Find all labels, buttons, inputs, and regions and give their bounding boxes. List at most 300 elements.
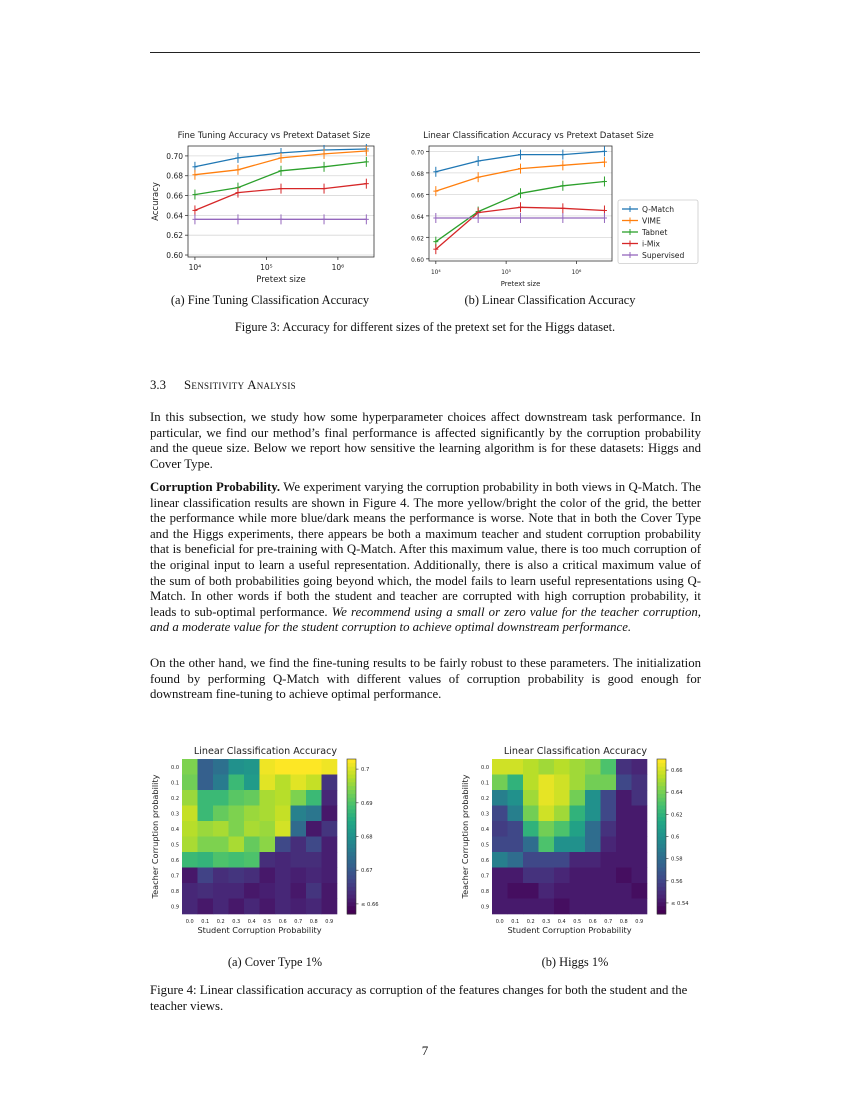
colorbar-segment (657, 771, 666, 775)
colorbar-segment (657, 864, 666, 868)
heatmap-cell (492, 821, 508, 837)
heatmap-cell (508, 899, 524, 915)
x-tick-label: 10⁵ (501, 270, 511, 276)
heatmap-cell (260, 868, 276, 884)
heatmap-cell (306, 883, 322, 899)
y-tick-label: 0.68 (411, 171, 424, 178)
heatmap-cell (213, 868, 229, 884)
y-tick-label: 0.6 (481, 857, 489, 864)
heatmap-cell (198, 821, 214, 837)
colorbar-segment (657, 906, 666, 910)
heatmap-cell (570, 759, 586, 775)
colorbar-segment (347, 837, 356, 841)
paragraph-recommendation: We recommend using a small or zero value for the teacher corruption, and a moderate value for the student corruption to achieve optimal downstream performance. (150, 604, 701, 635)
colorbar-segment (347, 759, 356, 763)
y-tick-label: 0.60 (166, 251, 183, 261)
colorbar-segment (657, 895, 666, 899)
x-tick-label: 0.4 (557, 919, 566, 925)
heatmap-cell (275, 899, 291, 915)
colorbar-tick-label: 0.69 (361, 800, 373, 807)
y-tick-label: 0.5 (481, 842, 489, 849)
heatmap-cell (306, 837, 322, 853)
heatmap-cell (291, 821, 307, 837)
heatmap-cell (244, 790, 260, 806)
heatmap-cell (182, 759, 198, 775)
heatmap-cell (213, 852, 229, 868)
colorbar-segment (657, 817, 666, 821)
heatmap-cell (198, 899, 214, 915)
heatmap-cell (182, 837, 198, 853)
heatmap-cell (632, 759, 648, 775)
heatmap-cell (275, 883, 291, 899)
heatmap-cell (229, 852, 245, 868)
heatmap-cell (275, 775, 291, 791)
heatmap-cell (322, 899, 338, 915)
colorbar-segment (347, 871, 356, 875)
heatmap-cell (508, 837, 524, 853)
header-rule (150, 52, 700, 53)
heatmap-cell (601, 821, 617, 837)
heatmap-cell (275, 837, 291, 853)
heatmap-cell (182, 775, 198, 791)
heatmap-cell (508, 775, 524, 791)
heatmap-cell (508, 852, 524, 868)
heatmap-cell (260, 790, 276, 806)
heatmap-cell (508, 806, 524, 822)
cover-type-heatmap (140, 742, 385, 954)
x-tick-label: 0.7 (604, 919, 613, 925)
heatmap-cell (198, 883, 214, 899)
colorbar-tick-label: 0.7 (361, 767, 370, 774)
heatmap-cell (291, 899, 307, 915)
heatmap-cell (570, 883, 586, 899)
heatmap-cell (508, 790, 524, 806)
colorbar-segment (657, 848, 666, 852)
page-number: 7 (421, 1043, 429, 1058)
heatmap-cell (182, 790, 198, 806)
colorbar-segment (347, 891, 356, 895)
colorbar-segment (347, 875, 356, 879)
heatmap-cell (322, 868, 338, 884)
heatmap-cell (322, 775, 338, 791)
heatmap-cell (616, 806, 632, 822)
heatmap-cell (616, 883, 632, 899)
colorbar-segment (657, 767, 666, 771)
heatmap-cell (616, 775, 632, 791)
colorbar-segment (657, 782, 666, 786)
heatmap-cell (585, 775, 601, 791)
colorbar-segment (657, 829, 666, 833)
y-tick-label: 0.0 (171, 764, 179, 771)
heatmap-cell (508, 868, 524, 884)
heatmap-cell (616, 821, 632, 837)
heatmap-cell (523, 821, 539, 837)
heatmap-cell (554, 821, 570, 837)
colorbar-segment (347, 821, 356, 825)
heatmap-cell (291, 775, 307, 791)
heatmap-cell (229, 759, 245, 775)
y-axis-label: Teacher Corruption probability (460, 774, 470, 899)
colorbar-segment (657, 794, 666, 798)
heatmap-cell (570, 899, 586, 915)
colorbar-segment (657, 825, 666, 829)
paragraph-body: We experiment varying the corruption probability in both views in Q-Match. The linear classification results are shown in Figure 4. The more yellow/bright the color of the grid, the better the performance while more blue/dark means the performance is worse. Note that in both the Cover Type and the Higgs experiments, there appears be both a maximum teacher and student corruption probability that is beneficial for pre-training with Q-Match. After this maximum value, there is too much corruption of the original input to learn a useful representation. Additionally, there is also a critical maximum value of the sum of both probabilities going beyond which, the model fails to learn useful representations using Q-Match. In other words if both the student and teacher are corrupted with high corruption probability, it leads to sub-optimal performance. (150, 480, 701, 619)
heatmap-cell (229, 883, 245, 899)
heatmap-cell (229, 899, 245, 915)
heatmap-cell (182, 852, 198, 868)
colorbar-segment (347, 902, 356, 906)
heatmap-cell (570, 868, 586, 884)
heatmap-cell (275, 868, 291, 884)
heatmap-cell (601, 883, 617, 899)
heatmap-cell (198, 852, 214, 868)
heatmap-cell (306, 790, 322, 806)
heatmap-cell (322, 821, 338, 837)
heatmap-cell (260, 899, 276, 915)
y-tick-label: 0.2 (481, 795, 489, 802)
heatmap-cell (182, 883, 198, 899)
heatmap-cell (523, 806, 539, 822)
colorbar-segment (657, 786, 666, 790)
heatmap-cell (601, 759, 617, 775)
heatmap-cell (554, 852, 570, 868)
colorbar-segment (347, 778, 356, 782)
heatmap-cell (229, 868, 245, 884)
y-tick-label: 0.70 (166, 151, 183, 161)
colorbar-segment (347, 829, 356, 833)
heatmap-cell (554, 837, 570, 853)
y-tick-label: 0.4 (481, 826, 489, 833)
colorbar-segment (657, 871, 666, 875)
paragraph-intro: In this subsection, we study how some hyperparameter choices affect downstream task performance. In particular, we find our method’s final performance is affected significantly by the corruption probability and the queue size. Below we report how sensitive the learning algorithm is for these datasets: Higgs and Cover Type. (150, 410, 701, 471)
heatmap-cell (570, 852, 586, 868)
heatmap-cell (523, 837, 539, 853)
heatmap-cell (616, 759, 632, 775)
y-tick-label: 0.7 (171, 873, 179, 880)
y-tick-label: 0.64 (411, 214, 424, 221)
colorbar-tick-label: 0.58 (671, 856, 683, 863)
x-tick-label: 0.7 (294, 919, 303, 925)
heatmap-cell (322, 837, 338, 853)
colorbar-segment (657, 879, 666, 883)
y-tick-label: 0.66 (411, 193, 424, 200)
colorbar-segment (657, 868, 666, 872)
heatmap-cell (229, 775, 245, 791)
x-tick-label: 0.0 (185, 919, 194, 925)
heatmap-cell (570, 837, 586, 853)
heatmap-cell (632, 775, 648, 791)
colorbar-segment (657, 775, 666, 779)
x-tick-label: 0.4 (247, 919, 256, 925)
x-tick-label: 0.1 (201, 919, 210, 925)
colorbar-segment (657, 759, 666, 763)
heatmap-cell (492, 883, 508, 899)
y-axis-label: Teacher Corruption probability (150, 774, 160, 899)
heatmap-cell (322, 759, 338, 775)
colorbar-segment (347, 817, 356, 821)
y-tick-label: 0.62 (166, 231, 183, 241)
heatmap-cell (492, 759, 508, 775)
y-tick-label: 0.3 (481, 811, 489, 818)
y-tick-label: 0.9 (481, 904, 489, 911)
heatmap-cell (632, 868, 648, 884)
heatmap-cell (291, 837, 307, 853)
colorbar-segment (347, 860, 356, 864)
y-tick-label: 0.7 (481, 873, 489, 880)
heatmap-cell (198, 806, 214, 822)
x-tick-label: 0.5 (573, 919, 582, 925)
heatmap-cell (601, 899, 617, 915)
heatmap-cell (291, 806, 307, 822)
colorbar-segment (347, 771, 356, 775)
y-tick-label: 0.8 (481, 888, 489, 895)
colorbar-tick-label: 0.64 (671, 790, 683, 797)
x-tick-label: 0.0 (495, 919, 504, 925)
heatmap-cell (585, 883, 601, 899)
heatmap-cell (523, 759, 539, 775)
y-tick-label: 0.9 (171, 904, 179, 911)
heatmap-cell (539, 821, 555, 837)
heatmap-cell (260, 775, 276, 791)
colorbar-segment (347, 782, 356, 786)
heatmap-cell (198, 759, 214, 775)
fig4-subcaption-b: (b) Higgs 1% (541, 955, 609, 969)
colorbar-segment (657, 860, 666, 864)
x-tick-label: 0.2 (526, 919, 535, 925)
heatmap-cell (492, 899, 508, 915)
y-tick-label: 0.68 (166, 171, 183, 181)
heatmap-cell (182, 868, 198, 884)
heatmap-cell (306, 775, 322, 791)
colorbar-segment (347, 868, 356, 872)
heatmap-cell (260, 837, 276, 853)
y-tick-label: 0.62 (411, 236, 424, 243)
colorbar-tick-label: 0.68 (361, 834, 373, 841)
heatmap-cell (213, 883, 229, 899)
colorbar-tick-label: ≤ 0.54 (671, 900, 689, 907)
fig4-subcaption-a: (a) Cover Type 1% (227, 955, 323, 969)
heatmap-cell (523, 899, 539, 915)
x-axis-label: Pretext size (256, 275, 306, 285)
colorbar-segment (347, 775, 356, 779)
heatmap-cell (275, 806, 291, 822)
colorbar-segment (347, 825, 356, 829)
colorbar-segment (347, 763, 356, 767)
heatmap-cell (632, 899, 648, 915)
x-tick-label: 0.8 (619, 919, 628, 925)
heatmap-cell (632, 790, 648, 806)
x-tick-label: 0.1 (511, 919, 520, 925)
x-axis-label: Pretext size (500, 280, 541, 288)
heatmap-cell (585, 759, 601, 775)
heatmap-cell (539, 899, 555, 915)
y-axis-label: Accuracy (151, 182, 161, 221)
x-tick-label: 10⁶ (331, 263, 345, 272)
colorbar-segment (657, 806, 666, 810)
x-tick-label: 10⁴ (430, 270, 441, 276)
chart-title: Linear Classification Accuracy vs Pretext Dataset Size (423, 131, 654, 141)
heatmap-cell (554, 868, 570, 884)
y-tick-label: 0.4 (171, 826, 179, 833)
linear-classification-accuracy-chart (390, 120, 702, 292)
legend-label: Q-Match (642, 205, 675, 214)
heatmap-title: Linear Classification Accuracy (193, 746, 338, 757)
fig3-caption: Figure 3: Accuracy for different sizes of the pretext set for the Higgs dataset. (234, 320, 616, 334)
colorbar-segment (657, 840, 666, 844)
colorbar-segment (657, 891, 666, 895)
heatmap-title: Linear Classification Accuracy (503, 746, 648, 757)
heatmap-cell (570, 790, 586, 806)
heatmap-cell (616, 790, 632, 806)
x-tick-label: 0.6 (278, 919, 287, 925)
heatmap-cell (539, 852, 555, 868)
colorbar-segment (347, 767, 356, 771)
heatmap-cell (632, 821, 648, 837)
heatmap-cell (260, 759, 276, 775)
y-tick-label: 0.0 (481, 764, 489, 771)
heatmap-cell (213, 806, 229, 822)
heatmap-cell (229, 806, 245, 822)
section-number: 3.3 (150, 378, 166, 392)
heatmap-cell (213, 899, 229, 915)
fig3-subcaption-a: (a) Fine Tuning Classification Accuracy (170, 293, 370, 307)
y-tick-label: 0.8 (171, 888, 179, 895)
colorbar-segment (347, 802, 356, 806)
heatmap-cell (585, 868, 601, 884)
colorbar-tick-label: 0.56 (671, 878, 683, 885)
x-tick-label: 0.9 (635, 919, 644, 925)
heatmap-cell (213, 837, 229, 853)
colorbar-segment (347, 848, 356, 852)
heatmap-cell (244, 883, 260, 899)
heatmap-cell (523, 790, 539, 806)
heatmap-cell (539, 868, 555, 884)
y-tick-label: 0.3 (171, 811, 179, 818)
heatmap-cell (601, 775, 617, 791)
heatmap-cell (570, 775, 586, 791)
colorbar-tick-label: 0.6 (671, 834, 680, 841)
colorbar-segment (657, 809, 666, 813)
heatmap-cell (554, 883, 570, 899)
legend-label: Supervised (642, 251, 685, 260)
heatmap-cell (539, 775, 555, 791)
heatmap-cell (616, 899, 632, 915)
x-tick-label: 0.8 (309, 919, 318, 925)
heatmap-cell (322, 852, 338, 868)
heatmap-cell (275, 790, 291, 806)
colorbar-segment (657, 902, 666, 906)
colorbar-segment (347, 899, 356, 903)
colorbar-segment (657, 899, 666, 903)
colorbar-segment (347, 856, 356, 860)
colorbar-tick-label: 0.62 (671, 812, 683, 819)
heatmap-cell (244, 837, 260, 853)
colorbar-segment (347, 906, 356, 910)
x-tick-label: 0.9 (325, 919, 334, 925)
heatmap-cell (244, 868, 260, 884)
colorbar-tick-label: 0.67 (361, 868, 373, 875)
colorbar-segment (657, 763, 666, 767)
x-tick-label: 10⁵ (260, 263, 273, 272)
heatmap-cell (570, 806, 586, 822)
heatmap-cell (322, 790, 338, 806)
fine-tuning-accuracy-chart (148, 120, 380, 292)
legend-label: Tabnet (642, 228, 668, 237)
heatmap-cell (570, 821, 586, 837)
colorbar-segment (347, 833, 356, 837)
colorbar-segment (657, 837, 666, 841)
heatmap-cell (523, 868, 539, 884)
heatmap-cell (244, 775, 260, 791)
heatmap-cell (539, 790, 555, 806)
legend-label: i-Mix (642, 239, 661, 249)
heatmap-cell (182, 899, 198, 915)
heatmap-cell (523, 852, 539, 868)
heatmap-cell (585, 821, 601, 837)
colorbar-tick-label: ≤ 0.66 (361, 901, 379, 908)
colorbar-segment (347, 786, 356, 790)
colorbar-segment (347, 790, 356, 794)
heatmap-cell (508, 759, 524, 775)
y-tick-label: 0.5 (171, 842, 179, 849)
colorbar-segment (347, 809, 356, 813)
fig4-caption: Figure 4: Linear classification accuracy as corruption of the features changes for both the student and the teacher views. (150, 983, 688, 1013)
x-tick-label: 0.5 (263, 919, 272, 925)
heatmap-cell (229, 837, 245, 853)
y-tick-label: 0.1 (171, 780, 179, 787)
legend-label: VIME (642, 216, 661, 226)
colorbar-segment (347, 813, 356, 817)
heatmap-cell (632, 883, 648, 899)
colorbar-segment (657, 833, 666, 837)
heatmap-cell (260, 806, 276, 822)
heatmap-cell (244, 821, 260, 837)
section-title: Sensitivity Analysis (184, 378, 296, 392)
x-axis-label: Student Corruption Probability (197, 925, 322, 935)
heatmap-cell (492, 790, 508, 806)
x-tick-label: 0.3 (232, 919, 241, 925)
y-tick-label: 0.66 (166, 191, 183, 201)
colorbar-segment (347, 844, 356, 848)
colorbar-segment (347, 879, 356, 883)
heatmap-cell (616, 837, 632, 853)
heatmap-cell (244, 852, 260, 868)
heatmap-cell (585, 837, 601, 853)
heatmap-cell (492, 868, 508, 884)
heatmap-cell (306, 852, 322, 868)
heatmap-cell (554, 790, 570, 806)
colorbar-segment (657, 844, 666, 848)
heatmap-cell (601, 837, 617, 853)
heatmap-cell (306, 759, 322, 775)
y-tick-label: 0.70 (411, 150, 424, 157)
colorbar-segment (657, 798, 666, 802)
colorbar-segment (657, 852, 666, 856)
paragraph-corruption-probability (150, 480, 701, 636)
colorbar-segment (657, 778, 666, 782)
heatmap-cell (182, 806, 198, 822)
heatmap-cell (306, 868, 322, 884)
colorbar-segment (347, 806, 356, 810)
heatmap-cell (616, 868, 632, 884)
heatmap-cell (244, 759, 260, 775)
colorbar-segment (657, 856, 666, 860)
colorbar-segment (347, 840, 356, 844)
y-tick-label: 0.60 (411, 257, 424, 264)
heatmap-cell (198, 790, 214, 806)
y-tick-label: 0.2 (171, 795, 179, 802)
x-tick-label: 0.3 (542, 919, 551, 925)
